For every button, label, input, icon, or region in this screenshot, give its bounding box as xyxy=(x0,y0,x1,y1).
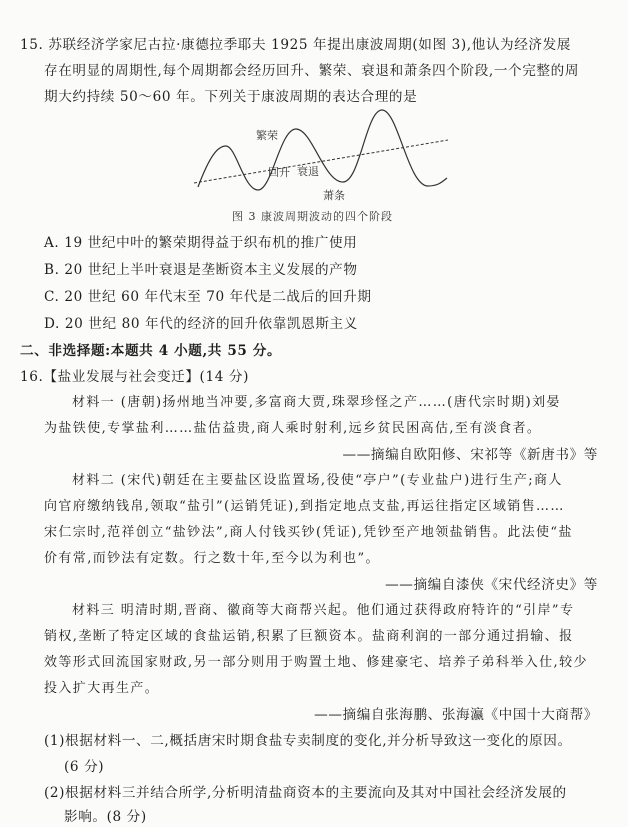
kondratiev-wave-figure xyxy=(180,100,460,200)
label-recession: 衰退 xyxy=(297,165,319,178)
material-2-source: ——摘编自漆侠《宋代经济史》等 xyxy=(385,577,598,593)
q15-stem-line-3: 期大约持续 50～60 年。下列关于康波周期的表达合理的是 xyxy=(44,89,418,105)
q15-option-b: B. 20 世纪上半叶衰退是垄断资本主义发展的产物 xyxy=(44,262,358,278)
material-2-line-2: 向官府缴纳钱帛,领取“盐引”(运销凭证),到指定地点支盐,再运往指定区域销售…… xyxy=(44,499,565,514)
label-depression: 萧条 xyxy=(323,189,345,202)
material-3-line-2: 销权,垄断了特定区域的食盐运销,积累了巨额资本。盐商利润的一部分通过捐输、报 xyxy=(44,629,574,644)
q15-stem-line-2: 存在明显的周期性,每个周期都会经历回升、繁荣、衰退和萧条四个阶段,一个完整的周 xyxy=(44,63,580,79)
subquestion-1-line-2: (6 分) xyxy=(64,759,105,775)
material-2-line-4: 价有常,而钞法有定数。行之数十年,至今以为利也”。 xyxy=(44,551,380,566)
q16-title: 16.【盐业发展与社会变迁】(14 分) xyxy=(20,369,249,385)
q15-option-a: A. 19 世纪中叶的繁荣期得益于织布机的推广使用 xyxy=(44,235,358,251)
material-1-line-1: 材料一 (唐朝)扬州地当冲要,多富商大贾,珠翠珍怪之产……(唐代宗时期)刘晏 xyxy=(72,395,561,410)
label-prosperity: 繁荣 xyxy=(256,129,278,142)
figure-caption: 图 3 康波周期波动的四个阶段 xyxy=(232,210,393,223)
q15-stem-line-1: 15. 苏联经济学家尼古拉·康德拉季耶夫 1925 年提出康波周期(如图 3),他认为经济发展 xyxy=(20,37,571,53)
trend-dashed-line xyxy=(194,140,448,183)
subquestion-2-line-2: 影响。(8 分) xyxy=(64,809,147,825)
material-1-source: ——摘编自欧阳修、宋祁等《新唐书》等 xyxy=(342,447,598,463)
material-3-source: ——摘编自张海鹏、张海瀛《中国十大商帮》 xyxy=(314,707,598,723)
q15-option-d: D. 20 世纪 80 年代的经济的回升依靠凯恩斯主义 xyxy=(44,316,358,332)
section-2-heading: 二、非选择题:本题共 4 小题,共 55 分。 xyxy=(20,343,282,359)
material-1-line-2: 为盐铁使,专掌盐利……盐估益贵,商人乘时射利,远乡贫民困高估,至有淡食者。 xyxy=(44,421,542,436)
material-3-line-1: 材料三 明清时期,晋商、徽商等大商帮兴起。他们通过获得政府特许的“引岸”专 xyxy=(72,603,575,618)
material-2-line-3: 宋仁宗时,范祥创立“盐钞法”,商人付钱买钞(凭证),凭钞至产地领盐销售。此法使“盐 xyxy=(44,525,573,540)
material-3-line-4: 投入扩大再生产。 xyxy=(44,681,160,696)
subquestion-2-line-1: (2)根据材料三并结合所学,分析明清盐商资本的主要流向及其对中国社会经济发展的 xyxy=(44,785,567,801)
q15-option-c: C. 20 世纪 60 年代末至 70 年代是二战后的回升期 xyxy=(44,289,372,305)
label-recovery: 回升 xyxy=(268,166,290,179)
material-3-line-3: 效等形式回流国家财政,另一部分则用于购置土地、修建豪宅、培养子弟科举入仕,较少 xyxy=(44,655,588,670)
wave-chart xyxy=(180,100,460,200)
subquestion-1-line-1: (1)根据材料一、二,概括唐宋时期食盐专卖制度的变化,并分析导致这一变化的原因。 xyxy=(44,733,572,749)
material-2-line-1: 材料二 (宋代)朝廷在主要盐区设监置场,役使“亭户”(专业盐户)进行生产;商人 xyxy=(72,473,563,488)
wave-curve xyxy=(198,110,447,190)
